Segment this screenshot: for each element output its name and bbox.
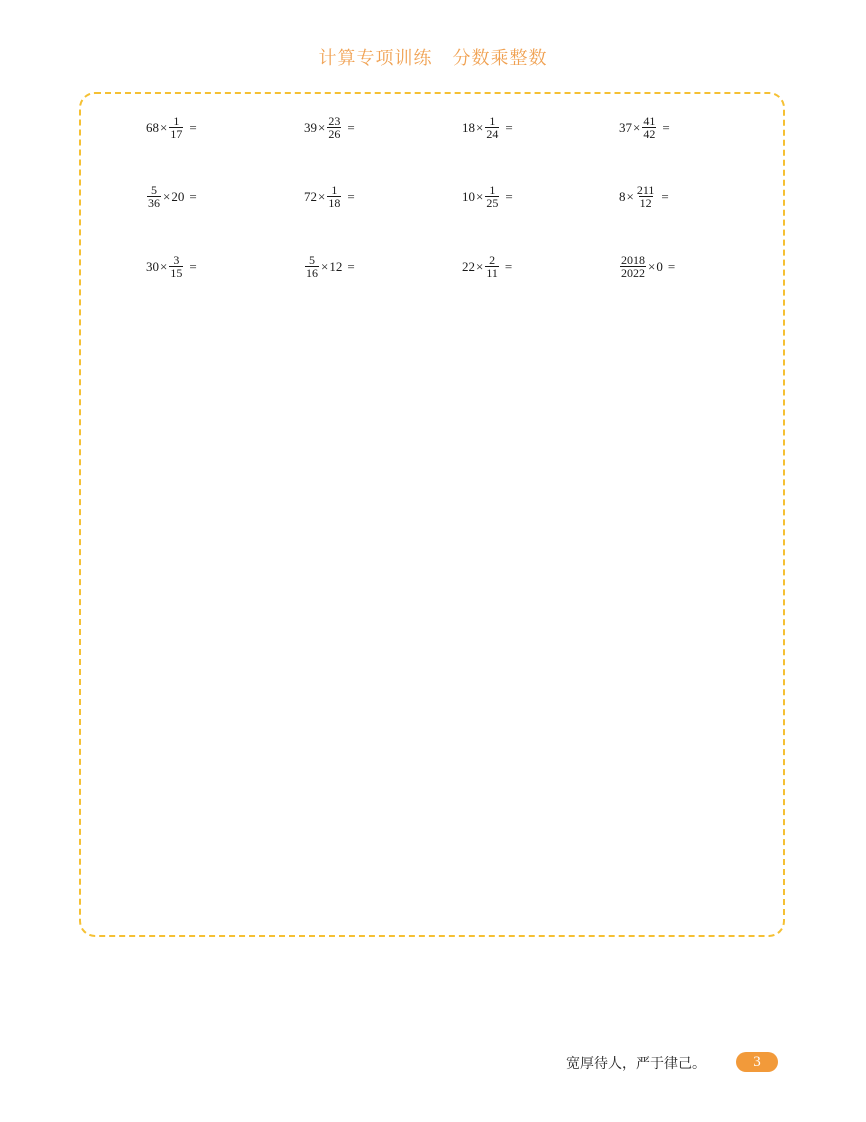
denominator: 16 <box>306 266 318 280</box>
numerator: 1 <box>173 114 180 128</box>
denominator: 12 <box>639 196 652 210</box>
problem-9 <box>146 254 197 279</box>
denominator: 18 <box>328 196 341 210</box>
numerator: 2018 <box>621 253 645 267</box>
fraction <box>147 184 161 209</box>
title-subtopic: 分数乘整数 <box>452 48 548 69</box>
integer-factor: 0 <box>656 258 663 274</box>
equals-sign: = <box>662 119 670 135</box>
equals-sign: = <box>189 258 197 274</box>
times-sign: × <box>321 258 329 274</box>
problem-7 <box>462 184 513 209</box>
equals-sign: = <box>505 119 513 135</box>
equals-sign: = <box>667 258 676 274</box>
denominator: 25 <box>486 196 499 210</box>
denominator: 17 <box>170 127 183 141</box>
numerator: 23 <box>328 114 341 128</box>
exercise-box <box>79 92 785 937</box>
times-sign: × <box>476 188 484 204</box>
integer-factor: 20 <box>171 188 185 204</box>
fraction <box>305 254 319 279</box>
integer-factor: 18 <box>462 119 475 135</box>
fraction <box>485 254 499 279</box>
problem-1 <box>146 115 197 140</box>
integer-factor: 68 <box>146 119 159 135</box>
times-sign: × <box>163 188 171 204</box>
fraction <box>169 254 183 279</box>
denominator: 36 <box>148 196 160 210</box>
denominator: 42 <box>643 127 656 141</box>
integer-factor: 22 <box>462 258 475 274</box>
fraction <box>485 184 499 209</box>
problem-4 <box>619 115 670 140</box>
numerator: 1 <box>331 183 338 197</box>
problem-3 <box>462 115 513 140</box>
integer-factor: 39 <box>304 119 317 135</box>
integer-factor: 8 <box>619 188 626 204</box>
fraction <box>620 254 646 279</box>
numerator: 2 <box>489 253 496 267</box>
fraction <box>327 184 341 209</box>
equals-sign: = <box>189 119 197 135</box>
equals-sign: = <box>347 188 355 204</box>
denominator: 24 <box>486 127 499 141</box>
equals-sign: = <box>661 188 669 204</box>
numerator: 5 <box>309 253 315 267</box>
integer-factor: 72 <box>304 188 317 204</box>
equals-sign: = <box>347 258 355 274</box>
problem-11 <box>462 254 512 279</box>
numerator: 41 <box>643 114 656 128</box>
times-sign: × <box>648 258 656 274</box>
times-sign: × <box>633 119 641 135</box>
numerator: 3 <box>173 253 180 267</box>
equals-sign: = <box>189 188 197 204</box>
fraction <box>169 115 183 140</box>
problem-5 <box>146 184 197 209</box>
integer-factor: 12 <box>329 258 343 274</box>
problem-10 <box>304 254 355 279</box>
times-sign: × <box>476 119 484 135</box>
page-title <box>0 44 866 70</box>
denominator: 11 <box>486 266 498 280</box>
footer-motto: 宽厚待人，严于律己。 <box>566 1056 706 1072</box>
denominator: 26 <box>328 127 341 141</box>
problem-2 <box>304 115 355 140</box>
fraction <box>636 184 656 209</box>
numerator: 211 <box>636 183 655 197</box>
page-number-badge: 3 <box>736 1052 778 1072</box>
times-sign: × <box>318 119 326 135</box>
problem-8 <box>619 184 669 209</box>
times-sign: × <box>160 119 168 135</box>
equals-sign: = <box>347 119 355 135</box>
times-sign: × <box>626 188 634 204</box>
times-sign: × <box>318 188 326 204</box>
equals-sign: = <box>505 188 513 204</box>
fraction <box>642 115 656 140</box>
fraction <box>327 115 341 140</box>
title-topic: 计算专项训练 <box>318 48 433 69</box>
numerator: 1 <box>489 183 496 197</box>
times-sign: × <box>160 258 168 274</box>
problem-6 <box>304 184 355 209</box>
numerator: 5 <box>151 183 157 197</box>
denominator: 15 <box>170 266 183 280</box>
integer-factor: 30 <box>146 258 159 274</box>
times-sign: × <box>476 258 484 274</box>
numerator: 1 <box>489 114 496 128</box>
integer-factor: 10 <box>462 188 475 204</box>
denominator: 2022 <box>621 266 645 280</box>
equals-sign: = <box>504 258 513 274</box>
problem-12 <box>619 254 675 279</box>
integer-factor: 37 <box>619 119 632 135</box>
fraction <box>485 115 499 140</box>
